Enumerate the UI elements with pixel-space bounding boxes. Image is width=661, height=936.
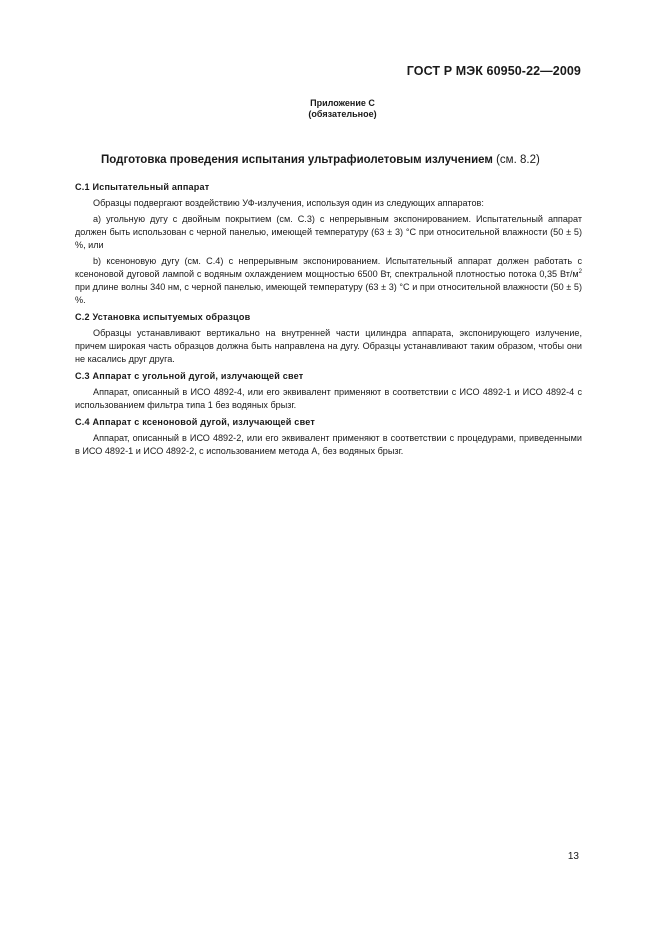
document-title-main: Подготовка проведения испытания ультрафиолетовым излучением <box>101 154 493 166</box>
section-c2-heading: С.2 Установка испытуемых образцов <box>75 312 251 322</box>
section-c3-heading: С.3 Аппарат с угольной дугой, излучающей свет <box>75 371 304 381</box>
page-number: 13 <box>567 851 579 862</box>
section-c1-item-a: а) угольную дугу с двойным покрытием (см. С.3) с непрерывным экспонированием. Испытательный аппарат должен быть использован с черной панелью, имеющей температуру (63 ± 3) °С при относительной влажности (50 ± 5) %, или <box>75 214 582 250</box>
section-c1-paragraph-1: Образцы подвергают воздействию УФ-излучения, используя один из следующих аппаратов: <box>93 198 484 208</box>
standard-header: ГОСТ Р МЭК 60950-22—2009 <box>406 64 581 78</box>
section-c1-item-b <box>75 255 582 307</box>
document-title-reference: (см. 8.2) <box>492 154 540 166</box>
annex-title: Приложение С <box>310 98 375 108</box>
document-body <box>75 181 582 461</box>
section-c1-heading: С.1 Испытательный аппарат <box>75 182 210 192</box>
section-c3-paragraph-1: Аппарат, описанный в ИСО 4892-4, или его эквивалент применяют в соответствии с ИСО 4892-1 и ИСО 4892-4 с использованием фильтра типа 1 без водяных брызг. <box>75 387 582 410</box>
section-c1-item-b-end: при длине волны 340 нм, с черной панелью, имеющей температуру (63 ± 3) °С и при относительной влажности (50 ± 5) %. <box>75 282 582 305</box>
section-c4-paragraph-1: Аппарат, описанный в ИСО 4892-2, или его эквивалент применяют в соответствии с процедурами, приведенными в ИСО 4892-1 и ИСО 4892-2, с использованием метода А, без водяных брызг. <box>75 433 582 456</box>
section-c2-paragraph-1: Образцы устанавливают вертикально на внутренней части цилиндра аппарата, экспонирующего излучение, причем широкая часть образцов должна быть направлена на дугу. Образцы устанавливают таким образом, чтобы они не касались друг друга. <box>75 328 582 364</box>
annex-heading <box>0 98 661 120</box>
section-c1-item-b-start: b) ксеноновую дугу (см. С.4) с непрерывным экспонированием. Испытательный аппарат должен работать с ксеноновой дуговой лампой с водяным охлаждением мощностью 6500 Вт, спектральной плотностью потока 0,35 Вт/м <box>75 256 582 279</box>
section-c4-heading: С.4 Аппарат с ксеноновой дугой, излучающей свет <box>75 417 316 427</box>
annex-status: (обязательное) <box>308 109 377 119</box>
document-title <box>101 154 540 166</box>
section-c1-item-b-superscript: 2 <box>578 268 582 275</box>
